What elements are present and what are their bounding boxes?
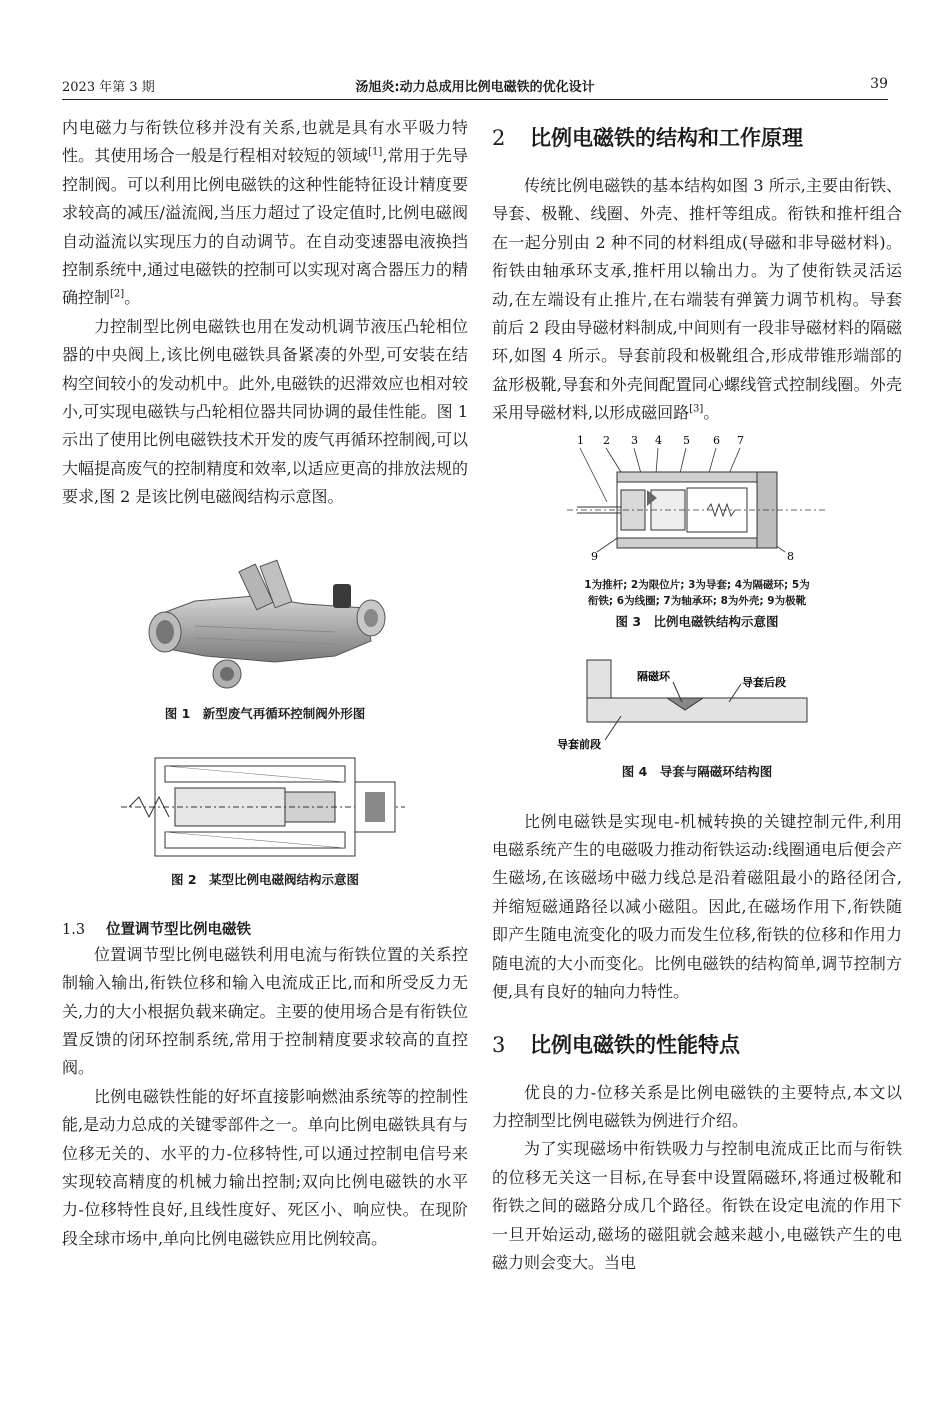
left-column [62,114,468,1253]
section-3-heading: 3 比例电磁铁的性能特点 [492,1032,740,1057]
right-column [492,114,902,1277]
figure-3-legend-line-1: 1为推杆; 2为限位片; 3为导套; 4为隔磁环; 5为 [584,578,810,591]
figure-2-caption: 图 2 某型比例电磁阀结构示意图 [170,871,360,887]
paragraph-4: 比例电磁铁性能的好坏直接影响燃油系统等的控制性能,是动力总成的关键零部件之一。单向比例电磁铁具有与位移无关的、水平的力-位移特性,可以通过控制电信号来实现较高精度的机械力输出控制;双向比例电磁铁的水平力-位移特性良好,且线性度好、死区小、响应快。在现阶段全球市场中,单向比例电磁铁应用比例较高。 [62,1086,468,1248]
figure-4-caption: 图 4 导套与隔磁环结构图 [621,763,773,779]
fig3-label-3: 3 [631,433,638,447]
page-number: 39 [870,76,888,92]
egr-valve-photo [135,556,395,696]
section-2-heading: 2 比例电磁铁的结构和工作原理 [492,126,803,150]
solenoid-structure-drawing [547,432,847,572]
paragraph-3: 位置调节型比例电磁铁利用电流与衔铁位置的关系控制输入输出,衔铁位移和输入电流成正比,而和所受反力无关,力的大小根据负载来确定。主要的使用场合是有衔铁位置反馈的闭环控制系统,常用于控制精度要求较高的直控阀。 [62,944,468,1078]
fig3-label-7: 7 [737,433,744,447]
paragraph-7: 优良的力-位移关系是比例电磁铁的主要特点,本文以力控制型比例电磁铁为例进行介绍。 [492,1082,902,1130]
valve-section-drawing [115,752,415,862]
paragraph-2: 力控制型比例电磁铁也用在发动机调节液压凸轮相位器的中央阀上,该比例电磁铁具备紧凑的外型,可安装在结构空间较小的发动机中。此外,电磁铁的迟滞效应也相对较小,可实现电磁铁与凸轮相位器共同协调的最佳性能。图 1 示出了使用比例电磁铁技术开发的废气再循环控制阀,可以大幅提高废气的控制精度和效率,以适应更高的排放法规的要求,图 2 是该比例电磁阀结构示意图。 [62,316,468,507]
citation-2: [2] [110,289,125,301]
figure-3-legend-line-2: 衔铁; 6为线圈; 7为轴承环; 8为外壳; 9为极靴 [587,594,807,607]
fig3-label-2: 2 [603,433,610,447]
fig3-label-4: 4 [655,433,662,447]
citation-3: [3] [689,403,704,415]
fig4-label-ring: 隔磁环 [637,669,670,683]
citation-1: [1] [368,147,383,159]
fig4-label-front: 导套前段 [557,737,601,751]
journal-issue: 2023 年第 3 期 [62,80,155,95]
figure-3 [492,432,902,630]
guide-sleeve-drawing [557,658,837,754]
figure-1-caption: 图 1 新型废气再循环控制阀外形图 [164,705,366,721]
figure-2 [62,752,468,888]
fig3-label-5: 5 [683,433,690,447]
subsection-1-3-heading: 1.3 位置调节型比例电磁铁 [62,921,251,938]
paragraph-6: 比例电磁铁是实现电-机械转换的关键控制元件,利用电磁系统产生的电磁吸力推动衔铁运动:线圈通电后便会产生磁场,在该磁场中磁力线总是沿着磁阻最小的路径闭合,并缩短磁通路径以减小磁阻。因此,在磁场作用下,衔铁随即产生随电流变化的吸力而发生位移,衔铁的位移和作用力随电流的大小而变化。比例电磁铁的结构简单,调节控制方便,具有良好的轴向力特性。 [492,811,902,1002]
fig3-label-6: 6 [713,433,720,447]
header-rule [62,99,888,100]
figure-1 [62,556,468,722]
paragraph-5: 传统比例电磁铁的基本结构如图 3 所示,主要由衔铁、导套、极靴、线圈、外壳、推杆等组成。衔铁和推杆组合在一起分别由 2 种不同的材料组成(导磁和非导磁材料)。衔铁由轴承环支承,推杆用以输出力。为了使衔铁灵活运动,在左端设有止推片,在右端装有弹簧力调节机构。导套前后 2 段由导磁材料制成,中间则有一段非导磁材料的隔磁环,如图 4 所示。导套前段和极靴组合,形成带锥形端部的盆形极靴,导套和外壳间配置同心螺线管式控制线圈。外壳采用导磁材料,以形成磁回路[3]。 [492,176,902,423]
fig3-label-9: 9 [591,549,598,563]
paragraph-8: 为了实现磁场中衔铁吸力与控制电流成正比而与衔铁的位移无关这一目标,在导套中设置隔磁环,将通过极靴和衔铁之间的磁路分成几个路径。衔铁在设定电流的作用下一旦开始运动,磁场的磁阻就会越来越小,电磁铁产生的电磁力则会变大。当电 [492,1139,902,1272]
figure-4 [492,658,902,780]
fig3-label-1: 1 [577,433,584,447]
paragraph-1: 内电磁力与衔铁位移并没有关系,也就是具有水平吸力特性。其使用场合一般是行程相对较短的领域[1],常用于先导控制阀。可以利用比例电磁铁的这种性能特征设计精度要求较高的减压/溢流阀,当压力超过了设定值时,比例电磁阀自动溢流以实现压力的自动调节。在自动变速器电液换挡控制系统中,通过电磁铁的控制可以实现对离合器压力的精确控制[2]。 [62,118,468,308]
running-title: 汤旭炎:动力总成用比例电磁铁的优化设计 [355,80,595,95]
figure-3-caption: 图 3 比例电磁铁结构示意图 [615,613,779,629]
fig4-label-rear: 导套后段 [742,675,786,689]
page-header [62,0,888,100]
fig3-label-8: 8 [787,549,794,563]
